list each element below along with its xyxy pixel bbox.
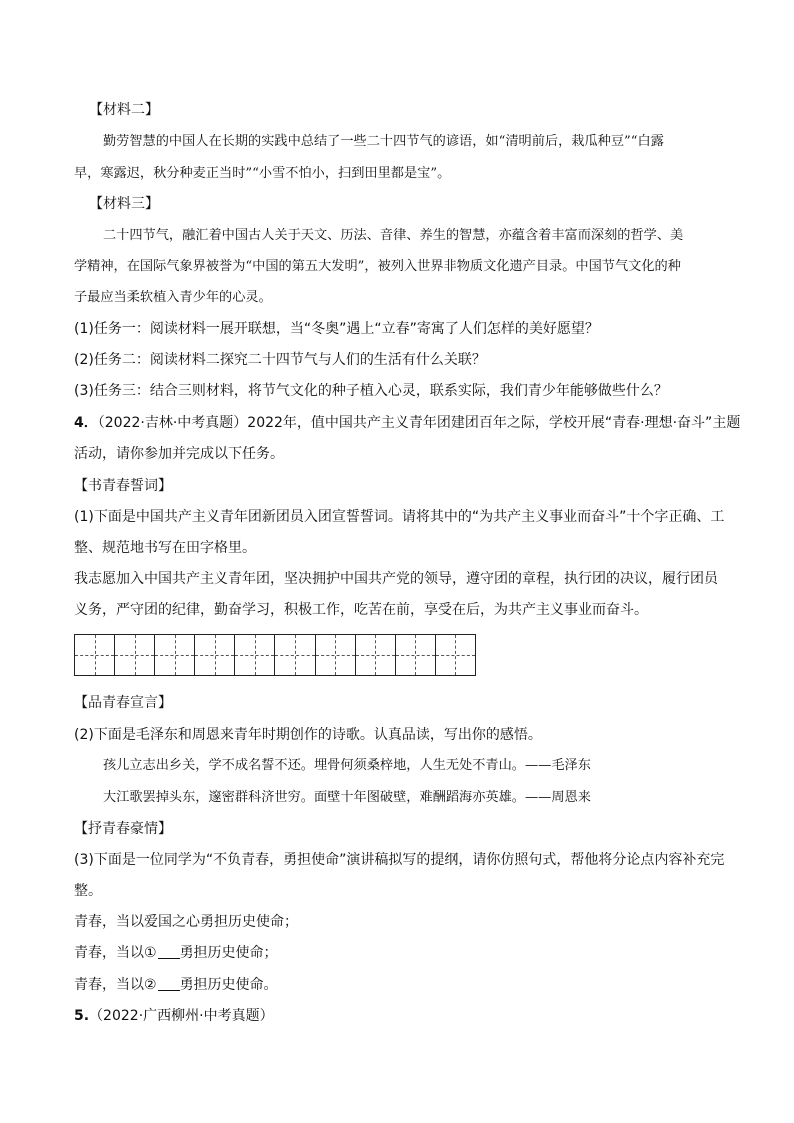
answer-blank[interactable] — [158, 976, 180, 991]
subquestion-1 — [74, 508, 724, 526]
outline-prefix: 青春，当以 — [74, 977, 144, 993]
task-number: (2) — [74, 352, 94, 368]
subquestion-text: 下面是一位同学为“不负青春，勇担使命”演讲稿拟写的提纲，请你仿照句式，帮他将分论点内容补充完 — [93, 852, 725, 868]
outline-prefix: 青春，当以 — [74, 945, 144, 961]
task-2 — [74, 351, 724, 369]
oath-text-line: 义务，严守团的纪律，勤奋学习，积极工作，吃苦在前，享受在后，为共产主义事业而奋斗。 — [74, 602, 648, 618]
subquestion-number: (1) — [74, 509, 94, 525]
poem-zhou: 大江歌罢掉头东，邃密群科济世穷。面壁十年图破壁，难酬蹈海亦英雄。——周恩来 — [103, 790, 591, 805]
subquestion-3 — [74, 851, 724, 869]
blank-marker: ② — [144, 977, 157, 993]
task-text: 任务一：阅读材料一展开联想，当“冬奥”遇上“立春”寄寓了人们怎样的美好愿望？ — [93, 321, 599, 337]
grid-cell[interactable] — [275, 635, 315, 675]
outline-line-2 — [74, 944, 724, 962]
grid-cell[interactable] — [316, 635, 356, 675]
subquestion-text: 下面是中国共产主义青年团新团员入团宣誓誓词。请将其中的“为共产主义事业而奋斗”十个字正确、工 — [93, 509, 725, 525]
section-heading-declaration: 【品青春宣言】 — [74, 695, 172, 711]
subquestion-text: 下面是毛泽东和周恩来青年时期创作的诗歌。认真品读，写出你的感悟。 — [93, 727, 542, 743]
material3-heading: 【材料三】 — [89, 196, 159, 212]
question-4-line — [74, 414, 741, 432]
task-3 — [74, 382, 724, 400]
grid-cell[interactable] — [75, 635, 115, 675]
subquestion-2 — [74, 726, 724, 744]
subquestion-number: (3) — [74, 852, 94, 868]
question-source: （2022·吉林·中考真题） — [97, 415, 248, 431]
subquestion-3-line: 整。 — [74, 883, 102, 899]
question-number: 4． — [74, 415, 98, 431]
subquestion-number: (2) — [74, 727, 94, 743]
outline-suffix: 勇担历史使命； — [179, 945, 278, 961]
answer-blank[interactable] — [158, 944, 180, 959]
material2-paragraph-line: 勤劳智慧的中国人在长期的实践中总结了一些二十四节气的谚语，如“清明前后，栽瓜种豆”“白露 — [103, 134, 664, 149]
material2-paragraph-line: 早，寒露迟，秋分种麦正当时”“小雪不怕小，扫到田里都是宝”。 — [74, 166, 451, 181]
grid-cell[interactable] — [436, 635, 475, 675]
grid-cell[interactable] — [115, 635, 155, 675]
material3-paragraph-line: 子最应当柔软植入青少年的心灵。 — [74, 290, 272, 305]
grid-cell[interactable] — [356, 635, 396, 675]
tianzige-writing-grid[interactable] — [74, 634, 476, 676]
task-text: 任务三：结合三则材料，将节气文化的种子植入心灵，联系实际，我们青少年能够做些什么？ — [93, 383, 668, 399]
section-heading-passion: 【抒青春豪情】 — [74, 821, 172, 837]
blank-marker: ① — [144, 945, 157, 961]
task-number: (1) — [74, 321, 94, 337]
oath-text-line: 我志愿加入中国共产主义青年团，坚决拥护中国共产党的领导，遵守团的章程，执行团的决议，履行团员 — [74, 571, 718, 587]
question-number: 5. — [74, 1008, 90, 1024]
grid-cell[interactable] — [195, 635, 235, 675]
question-text: 2022年，值中国共产主义青年团建团百年之际，学校开展“青春·理想·奋斗”主题 — [247, 415, 741, 431]
task-1 — [74, 320, 724, 338]
task-text: 任务二：阅读材料二探究二十四节气与人们的生活有什么关联？ — [93, 352, 486, 368]
poem-mao: 孩儿立志出乡关，学不成名誓不还。埋骨何须桑梓地，人生无处不青山。——毛泽东 — [103, 758, 591, 773]
grid-cell[interactable] — [235, 635, 275, 675]
outline-line-3 — [74, 976, 724, 994]
outline-suffix: 勇担历史使命。 — [179, 977, 278, 993]
material3-paragraph-line: 二十四节气，融汇着中国古人关于天文、历法、音律、养生的智慧，亦蕴含着丰富而深刻的哲学、美 — [103, 228, 684, 243]
question-5-line — [74, 1007, 724, 1025]
question-4-line: 活动，请你参加并完成以下任务。 — [74, 446, 284, 462]
material3-paragraph-line: 学精神，在国际气象界被誉为“中国的第五大发明”，被列入世界非物质文化遗产目录。中国节气文化的种 — [74, 259, 681, 274]
outline-line-1: 青春，当以爱国之心勇担历史使命； — [74, 914, 298, 930]
question-source: （2022·广西柳州·中考真题） — [89, 1008, 274, 1024]
section-heading-oath: 【书青春誓词】 — [74, 478, 172, 494]
grid-cell[interactable] — [155, 635, 195, 675]
grid-cell[interactable] — [396, 635, 436, 675]
task-number: (3) — [74, 383, 94, 399]
subquestion-1-line: 整、规范地书写在田字格里。 — [74, 540, 256, 556]
material2-heading: 【材料二】 — [89, 102, 159, 118]
